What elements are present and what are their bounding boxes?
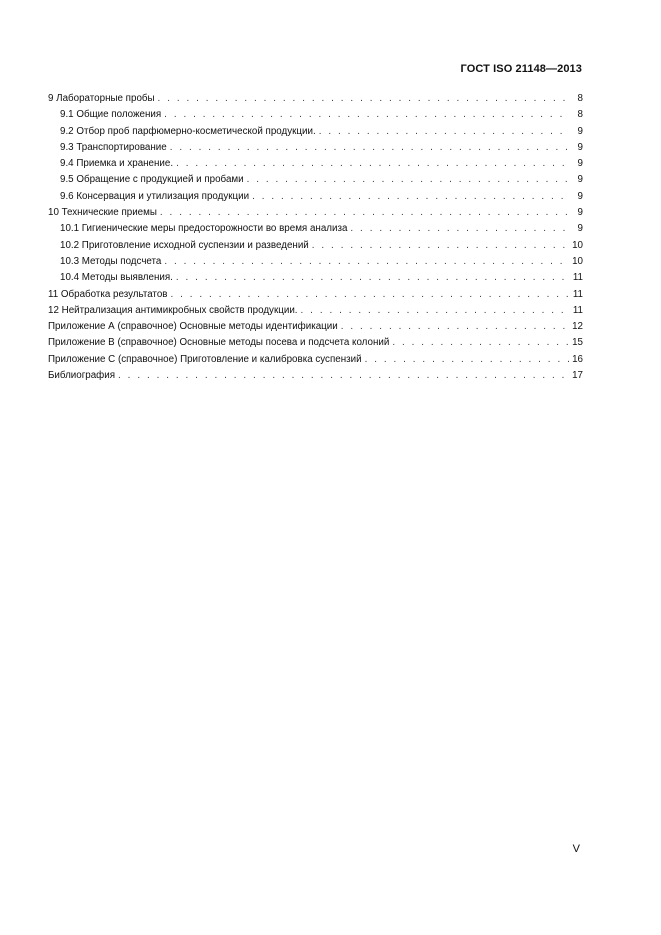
toc-entry-title: 9.2 Отбор проб парфюмерно-косметической продукции. <box>60 125 316 137</box>
toc-leader-dots <box>170 140 570 156</box>
toc-entry-title: 9.3 Транспортирование <box>60 141 167 153</box>
toc-leader-dots <box>170 287 569 303</box>
toc-leader-dots <box>160 205 570 221</box>
toc-entry[interactable] <box>48 156 583 172</box>
toc-leader-dots <box>312 238 569 254</box>
toc-entry[interactable] <box>48 107 583 123</box>
page-number: V <box>572 843 580 855</box>
toc-entry-page: 16 <box>572 353 583 365</box>
toc-leader-dots <box>350 221 570 237</box>
toc-entry-title: 12 Нейтрализация антимикробных свойств продукции. <box>48 304 298 316</box>
toc-entry-page: 9 <box>577 125 583 137</box>
toc-entry-page: 11 <box>572 304 583 316</box>
toc-entry[interactable] <box>48 287 583 303</box>
toc-entry-title: Приложение С (справочное) Приготовление и калибровка суспензий <box>48 353 362 365</box>
toc-entry[interactable] <box>48 238 583 254</box>
toc-entry-page: 15 <box>572 337 583 349</box>
toc-entry-page: 9 <box>577 174 583 186</box>
toc-leader-dots <box>392 335 569 351</box>
toc-entry[interactable] <box>48 221 583 237</box>
toc-entry-page: 9 <box>577 190 583 202</box>
toc-entry[interactable] <box>48 254 583 270</box>
toc-entry-page: 9 <box>577 223 583 235</box>
toc-entry-page: 12 <box>572 321 583 333</box>
toc-entry-title: 9.5 Обращение с продукцией и пробами <box>60 174 244 186</box>
toc-entry-page: 10 <box>572 239 583 251</box>
toc-entry-page: 8 <box>577 109 583 121</box>
toc-entry-page: 9 <box>577 141 583 153</box>
toc-entry[interactable] <box>48 352 583 368</box>
toc-entry[interactable] <box>48 140 583 156</box>
toc-entry-page: 10 <box>572 255 583 267</box>
toc-entry[interactable] <box>48 205 583 221</box>
toc-leader-dots <box>158 91 570 107</box>
toc-entry[interactable] <box>48 368 583 384</box>
toc-entry-title: 10.1 Гигиенические меры предосторожности во время анализа <box>60 223 348 235</box>
toc-leader-dots <box>164 107 570 123</box>
toc-leader-dots <box>252 189 570 205</box>
toc-entry[interactable] <box>48 303 583 319</box>
toc-entry[interactable] <box>48 172 583 188</box>
toc-entry[interactable] <box>48 319 583 335</box>
toc-entry[interactable] <box>48 335 583 351</box>
toc-leader-dots <box>247 172 570 188</box>
toc-entry-title: Приложение А (справочное) Основные методы идентификации <box>48 321 338 333</box>
toc-entry-page: 17 <box>572 370 583 382</box>
toc-entry-page: 8 <box>577 93 583 104</box>
toc-leader-dots <box>164 254 569 270</box>
toc-leader-dots <box>118 368 569 384</box>
toc-entry-page: 9 <box>577 207 583 219</box>
toc-entry-title: 11 Обработка результатов <box>48 288 168 300</box>
toc-entry-title: 10.2 Приготовление исходной суспензии и разведений <box>60 239 309 251</box>
toc-entry[interactable] <box>48 270 583 286</box>
toc-entry-title: 9.1 Общие положения <box>60 109 162 121</box>
toc-entry-title: 10 Технические приемы <box>48 207 157 219</box>
toc-entry-page: 11 <box>572 288 583 300</box>
toc-entry[interactable] <box>48 124 583 140</box>
toc-leader-dots <box>301 303 570 319</box>
toc-entry[interactable] <box>48 91 583 107</box>
toc-entry-page: 11 <box>572 272 583 284</box>
toc-leader-dots <box>176 156 570 172</box>
toc-entry-title: 10.3 Методы подсчета <box>60 255 162 267</box>
toc-leader-dots <box>365 352 570 368</box>
toc-entry-title: 9.6 Консервация и утилизация продукции <box>60 190 250 202</box>
toc-leader-dots <box>176 270 570 286</box>
toc-entry-title: Библиография <box>48 370 116 382</box>
toc-entry-title: Приложение В (справочное) Основные методы посева и подсчета колоний <box>48 337 390 349</box>
toc-entry[interactable] <box>48 189 583 205</box>
toc-entry-title: 9 Лабораторные пробы <box>48 93 155 104</box>
toc-entry-page: 9 <box>577 158 583 170</box>
table-of-contents <box>48 91 583 384</box>
toc-entry-title: 10.4 Методы выявления. <box>60 272 173 284</box>
toc-entry-title: 9.4 Приемка и хранение. <box>60 158 174 170</box>
document-code-header: ГОСТ ISO 21148—2013 <box>460 63 582 75</box>
toc-leader-dots <box>319 124 570 140</box>
toc-leader-dots <box>341 319 569 335</box>
